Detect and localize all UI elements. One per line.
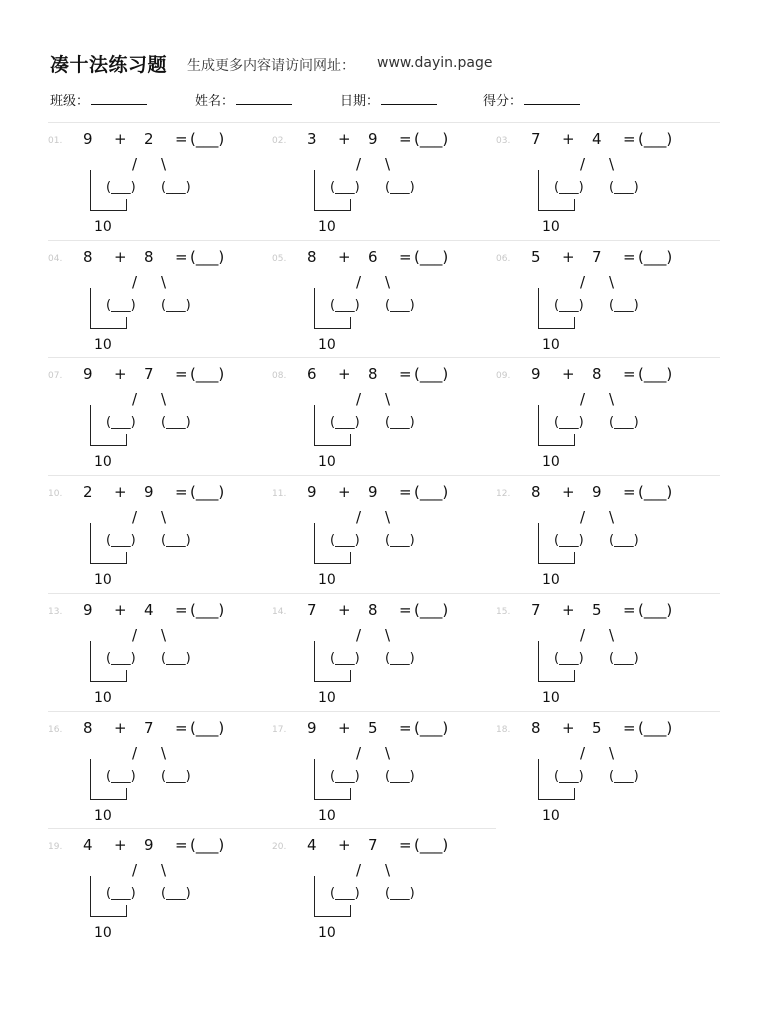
answer-blank[interactable]: (___) — [638, 247, 673, 266]
name-blank[interactable] — [236, 92, 292, 105]
split-line-right: \ — [385, 390, 391, 409]
addend-a: 8 — [531, 483, 541, 502]
answer-blank[interactable]: (___) — [190, 600, 225, 619]
answer-blank[interactable]: (___) — [190, 247, 225, 266]
addend-b: 8 — [592, 365, 602, 384]
addend-b: 2 — [144, 130, 154, 148]
equals-sign: = — [399, 600, 412, 619]
problem-cell — [496, 240, 720, 358]
split-part-blank[interactable]: (___) — [609, 415, 639, 431]
ten-label: 10 — [94, 925, 112, 942]
problem-number: 19. — [48, 842, 63, 853]
problem-cell — [272, 240, 496, 358]
addend-b: 4 — [592, 130, 602, 148]
split-part-blank[interactable]: (___) — [330, 650, 360, 666]
split-line-left: / — [356, 743, 362, 762]
plus-sign: + — [338, 365, 351, 384]
split-part-blank[interactable]: (___) — [385, 650, 415, 666]
split-line-right: \ — [161, 390, 167, 409]
problem-cell — [496, 593, 720, 711]
answer-blank[interactable]: (___) — [190, 483, 225, 502]
split-part-blank[interactable]: (___) — [609, 650, 639, 666]
score-field — [483, 90, 580, 109]
problem-cell — [496, 475, 720, 593]
plus-sign: + — [562, 130, 575, 148]
split-line-left: / — [132, 508, 138, 527]
problem-cell — [272, 475, 496, 593]
split-part-blank[interactable]: (___) — [330, 415, 360, 431]
problem-cell — [272, 711, 496, 829]
answer-blank[interactable]: (___) — [414, 365, 449, 384]
equals-sign: = — [175, 365, 188, 384]
answer-blank[interactable]: (___) — [414, 130, 449, 148]
answer-blank[interactable]: (___) — [414, 718, 449, 737]
worksheet-header — [50, 50, 730, 80]
plus-sign: + — [114, 600, 127, 619]
score-label: 得分： — [483, 94, 523, 109]
split-line-left: / — [132, 861, 138, 880]
split-part-blank[interactable]: (___) — [106, 886, 136, 902]
equals-sign: = — [623, 600, 636, 619]
date-label: 日期： — [340, 94, 380, 109]
split-part-blank[interactable]: (___) — [554, 650, 584, 666]
problem-number: 17. — [272, 724, 287, 735]
ten-label: 10 — [318, 807, 336, 824]
split-part-blank[interactable]: (___) — [609, 768, 639, 784]
split-part-blank[interactable]: (___) — [106, 297, 136, 313]
split-line-left: / — [132, 743, 138, 762]
addend-a: 9 — [307, 483, 317, 502]
addend-b: 5 — [592, 600, 602, 619]
problem-cell — [272, 122, 496, 240]
equals-sign: = — [623, 365, 636, 384]
plus-sign: + — [338, 247, 351, 266]
answer-blank[interactable]: (___) — [190, 130, 225, 148]
problem-number: 05. — [272, 253, 287, 264]
split-part-blank[interactable]: (___) — [106, 180, 136, 195]
equals-sign: = — [399, 365, 412, 384]
ten-label: 10 — [318, 689, 336, 706]
split-line-right: \ — [609, 155, 615, 173]
split-part-blank[interactable]: (___) — [330, 297, 360, 313]
split-part-blank[interactable]: (___) — [609, 180, 639, 195]
split-line-left: / — [580, 508, 586, 527]
addend-a: 9 — [83, 130, 93, 148]
problem-number: 09. — [496, 371, 511, 382]
ten-label: 10 — [94, 689, 112, 706]
ten-label: 10 — [94, 219, 112, 235]
problem-number: 20. — [272, 842, 287, 853]
ten-label: 10 — [318, 219, 336, 235]
split-line-right: \ — [609, 743, 615, 762]
split-line-left: / — [580, 625, 586, 644]
score-blank[interactable] — [524, 92, 580, 105]
addend-a: 4 — [307, 836, 317, 855]
ten-label: 10 — [318, 336, 336, 353]
addend-a: 2 — [83, 483, 93, 502]
split-part-blank[interactable]: (___) — [161, 297, 191, 313]
split-line-right: \ — [385, 272, 391, 291]
equals-sign: = — [623, 718, 636, 737]
worksheet-title: 凑十法练习题 — [50, 54, 168, 76]
split-part-blank[interactable]: (___) — [554, 297, 584, 313]
plus-sign: + — [114, 365, 127, 384]
problem-number: 16. — [48, 724, 63, 735]
addend-b: 7 — [144, 365, 154, 384]
addend-b: 9 — [144, 836, 154, 855]
equals-sign: = — [175, 483, 188, 502]
split-part-blank[interactable]: (___) — [554, 768, 584, 784]
split-part-blank[interactable]: (___) — [330, 180, 360, 195]
student-info-row — [50, 90, 730, 110]
answer-blank[interactable]: (___) — [638, 130, 673, 148]
answer-blank[interactable]: (___) — [638, 718, 673, 737]
split-line-left: / — [580, 272, 586, 291]
problem-cell — [48, 475, 272, 593]
problem-number: 12. — [496, 489, 511, 500]
ten-label: 10 — [542, 219, 560, 235]
plus-sign: + — [562, 365, 575, 384]
split-line-left: / — [132, 155, 138, 173]
problem-cell — [272, 593, 496, 711]
addend-b: 9 — [368, 483, 378, 502]
split-line-left: / — [132, 390, 138, 409]
plus-sign: + — [562, 483, 575, 502]
addend-b: 9 — [144, 483, 154, 502]
split-part-blank[interactable]: (___) — [385, 297, 415, 313]
split-line-left: / — [356, 625, 362, 644]
plus-sign: + — [338, 836, 351, 855]
equals-sign: = — [175, 718, 188, 737]
problem-number: 04. — [48, 253, 63, 264]
addend-a: 8 — [531, 718, 541, 737]
split-part-blank[interactable]: (___) — [385, 768, 415, 784]
ten-label: 10 — [94, 336, 112, 353]
problem-number: 01. — [48, 136, 63, 146]
addend-b: 5 — [368, 718, 378, 737]
addend-b: 7 — [368, 836, 378, 855]
split-part-blank[interactable]: (___) — [385, 533, 415, 549]
date-blank[interactable] — [381, 92, 437, 105]
split-line-right: \ — [385, 625, 391, 644]
split-line-left: / — [580, 155, 586, 173]
answer-blank[interactable]: (___) — [638, 483, 673, 502]
split-line-left: / — [580, 743, 586, 762]
answer-blank[interactable]: (___) — [414, 600, 449, 619]
problem-number: 06. — [496, 253, 511, 264]
equals-sign: = — [175, 600, 188, 619]
problem-cell — [48, 828, 272, 946]
addend-a: 7 — [531, 130, 541, 148]
split-part-blank[interactable]: (___) — [161, 886, 191, 902]
problem-cell — [496, 711, 720, 829]
addend-a: 3 — [307, 130, 317, 148]
split-line-right: \ — [385, 861, 391, 880]
addend-a: 9 — [83, 365, 93, 384]
split-part-blank[interactable]: (___) — [330, 886, 360, 902]
equals-sign: = — [399, 483, 412, 502]
answer-blank[interactable]: (___) — [414, 483, 449, 502]
problem-cell — [48, 711, 272, 829]
split-part-blank[interactable]: (___) — [106, 650, 136, 666]
problem-cell — [48, 240, 272, 358]
split-line-left: / — [132, 625, 138, 644]
split-line-right: \ — [161, 743, 167, 762]
split-part-blank[interactable]: (___) — [330, 533, 360, 549]
website-url: www.dayin.page — [377, 55, 493, 71]
answer-blank[interactable]: (___) — [638, 600, 673, 619]
problem-number: 14. — [272, 606, 287, 617]
split-part-blank[interactable]: (___) — [554, 180, 584, 195]
problem-number: 13. — [48, 606, 63, 617]
split-part-blank[interactable]: (___) — [385, 415, 415, 431]
addend-a: 8 — [307, 247, 317, 266]
problem-number: 18. — [496, 724, 511, 735]
split-part-blank[interactable]: (___) — [161, 768, 191, 784]
equals-sign: = — [623, 130, 636, 148]
equals-sign: = — [399, 836, 412, 855]
split-part-blank[interactable]: (___) — [161, 415, 191, 431]
split-line-right: \ — [609, 625, 615, 644]
split-line-right: \ — [385, 508, 391, 527]
plus-sign: + — [338, 483, 351, 502]
equals-sign: = — [399, 718, 412, 737]
ten-label: 10 — [94, 807, 112, 824]
problem-cell — [272, 357, 496, 475]
equals-sign: = — [399, 247, 412, 266]
split-line-right: \ — [609, 508, 615, 527]
name-field — [195, 90, 292, 109]
addend-a: 6 — [307, 365, 317, 384]
plus-sign: + — [114, 130, 127, 148]
addend-b: 9 — [368, 130, 378, 148]
equals-sign: = — [175, 130, 188, 148]
ten-label: 10 — [542, 454, 560, 471]
split-line-right: \ — [161, 272, 167, 291]
split-part-blank[interactable]: (___) — [385, 180, 415, 195]
plus-sign: + — [562, 247, 575, 266]
class-field — [50, 90, 147, 109]
addend-b: 8 — [368, 365, 378, 384]
ten-label: 10 — [318, 454, 336, 471]
addend-a: 4 — [83, 836, 93, 855]
plus-sign: + — [562, 718, 575, 737]
split-line-right: \ — [385, 155, 391, 173]
worksheet-subtitle: 生成更多内容请访问网址： — [187, 58, 355, 74]
addend-a: 8 — [83, 718, 93, 737]
addend-a: 9 — [531, 365, 541, 384]
equals-sign: = — [399, 130, 412, 148]
split-part-blank[interactable]: (___) — [609, 297, 639, 313]
addend-b: 8 — [144, 247, 154, 266]
addend-a: 8 — [83, 247, 93, 266]
problem-cell — [272, 828, 496, 946]
split-line-right: \ — [161, 155, 167, 173]
problem-cell — [48, 593, 272, 711]
ten-label: 10 — [94, 572, 112, 589]
plus-sign: + — [338, 600, 351, 619]
split-part-blank[interactable]: (___) — [330, 768, 360, 784]
addend-a: 9 — [83, 600, 93, 619]
split-part-blank[interactable]: (___) — [106, 533, 136, 549]
split-part-blank[interactable]: (___) — [106, 415, 136, 431]
split-line-left: / — [356, 508, 362, 527]
split-line-right: \ — [609, 390, 615, 409]
addend-a: 7 — [531, 600, 541, 619]
plus-sign: + — [114, 247, 127, 266]
split-line-right: \ — [385, 743, 391, 762]
problem-number: 15. — [496, 606, 511, 617]
split-line-left: / — [132, 272, 138, 291]
split-part-blank[interactable]: (___) — [161, 180, 191, 195]
split-line-left: / — [356, 861, 362, 880]
answer-blank[interactable]: (___) — [414, 836, 449, 855]
split-line-left: / — [356, 272, 362, 291]
split-part-blank[interactable]: (___) — [161, 533, 191, 549]
split-part-blank[interactable]: (___) — [385, 886, 415, 902]
addend-b: 6 — [368, 247, 378, 266]
problem-number: 08. — [272, 371, 287, 382]
problem-number: 03. — [496, 136, 511, 146]
plus-sign: + — [114, 483, 127, 502]
addend-a: 5 — [531, 247, 541, 266]
answer-blank[interactable]: (___) — [190, 718, 225, 737]
addend-b: 5 — [592, 718, 602, 737]
split-line-left: / — [356, 155, 362, 173]
addend-a: 9 — [307, 718, 317, 737]
plus-sign: + — [338, 130, 351, 148]
addend-b: 7 — [144, 718, 154, 737]
ten-label: 10 — [318, 572, 336, 589]
class-blank[interactable] — [91, 92, 147, 105]
addend-b: 9 — [592, 483, 602, 502]
problem-cell — [48, 357, 272, 475]
equals-sign: = — [623, 247, 636, 266]
answer-blank[interactable]: (___) — [414, 247, 449, 266]
date-field — [340, 90, 437, 109]
answer-blank[interactable]: (___) — [638, 365, 673, 384]
addend-a: 7 — [307, 600, 317, 619]
problem-number: 10. — [48, 489, 63, 500]
split-line-right: \ — [161, 861, 167, 880]
equals-sign: = — [175, 836, 188, 855]
equals-sign: = — [175, 247, 188, 266]
split-line-left: / — [356, 390, 362, 409]
answer-blank[interactable]: (___) — [190, 836, 225, 855]
split-line-left: / — [580, 390, 586, 409]
problem-cell — [48, 122, 272, 240]
split-line-right: \ — [609, 272, 615, 291]
answer-blank[interactable]: (___) — [190, 365, 225, 384]
split-line-right: \ — [161, 508, 167, 527]
class-label: 班级： — [50, 94, 90, 109]
split-part-blank[interactable]: (___) — [554, 415, 584, 431]
ten-label: 10 — [542, 572, 560, 589]
problem-number: 07. — [48, 371, 63, 382]
addend-b: 7 — [592, 247, 602, 266]
problem-cell — [496, 122, 720, 240]
split-part-blank[interactable]: (___) — [161, 650, 191, 666]
name-label: 姓名： — [195, 94, 235, 109]
ten-label: 10 — [94, 454, 112, 471]
addend-b: 4 — [144, 600, 154, 619]
split-part-blank[interactable]: (___) — [609, 533, 639, 549]
split-part-blank[interactable]: (___) — [554, 533, 584, 549]
split-part-blank[interactable]: (___) — [106, 768, 136, 784]
split-line-right: \ — [161, 625, 167, 644]
ten-label: 10 — [542, 689, 560, 706]
addend-b: 8 — [368, 600, 378, 619]
ten-label: 10 — [542, 807, 560, 824]
ten-label: 10 — [542, 336, 560, 353]
problem-number: 11. — [272, 489, 287, 500]
plus-sign: + — [114, 718, 127, 737]
plus-sign: + — [338, 718, 351, 737]
plus-sign: + — [114, 836, 127, 855]
problem-number: 02. — [272, 136, 287, 146]
problem-cell — [496, 357, 720, 475]
ten-label: 10 — [318, 925, 336, 942]
plus-sign: + — [562, 600, 575, 619]
equals-sign: = — [623, 483, 636, 502]
